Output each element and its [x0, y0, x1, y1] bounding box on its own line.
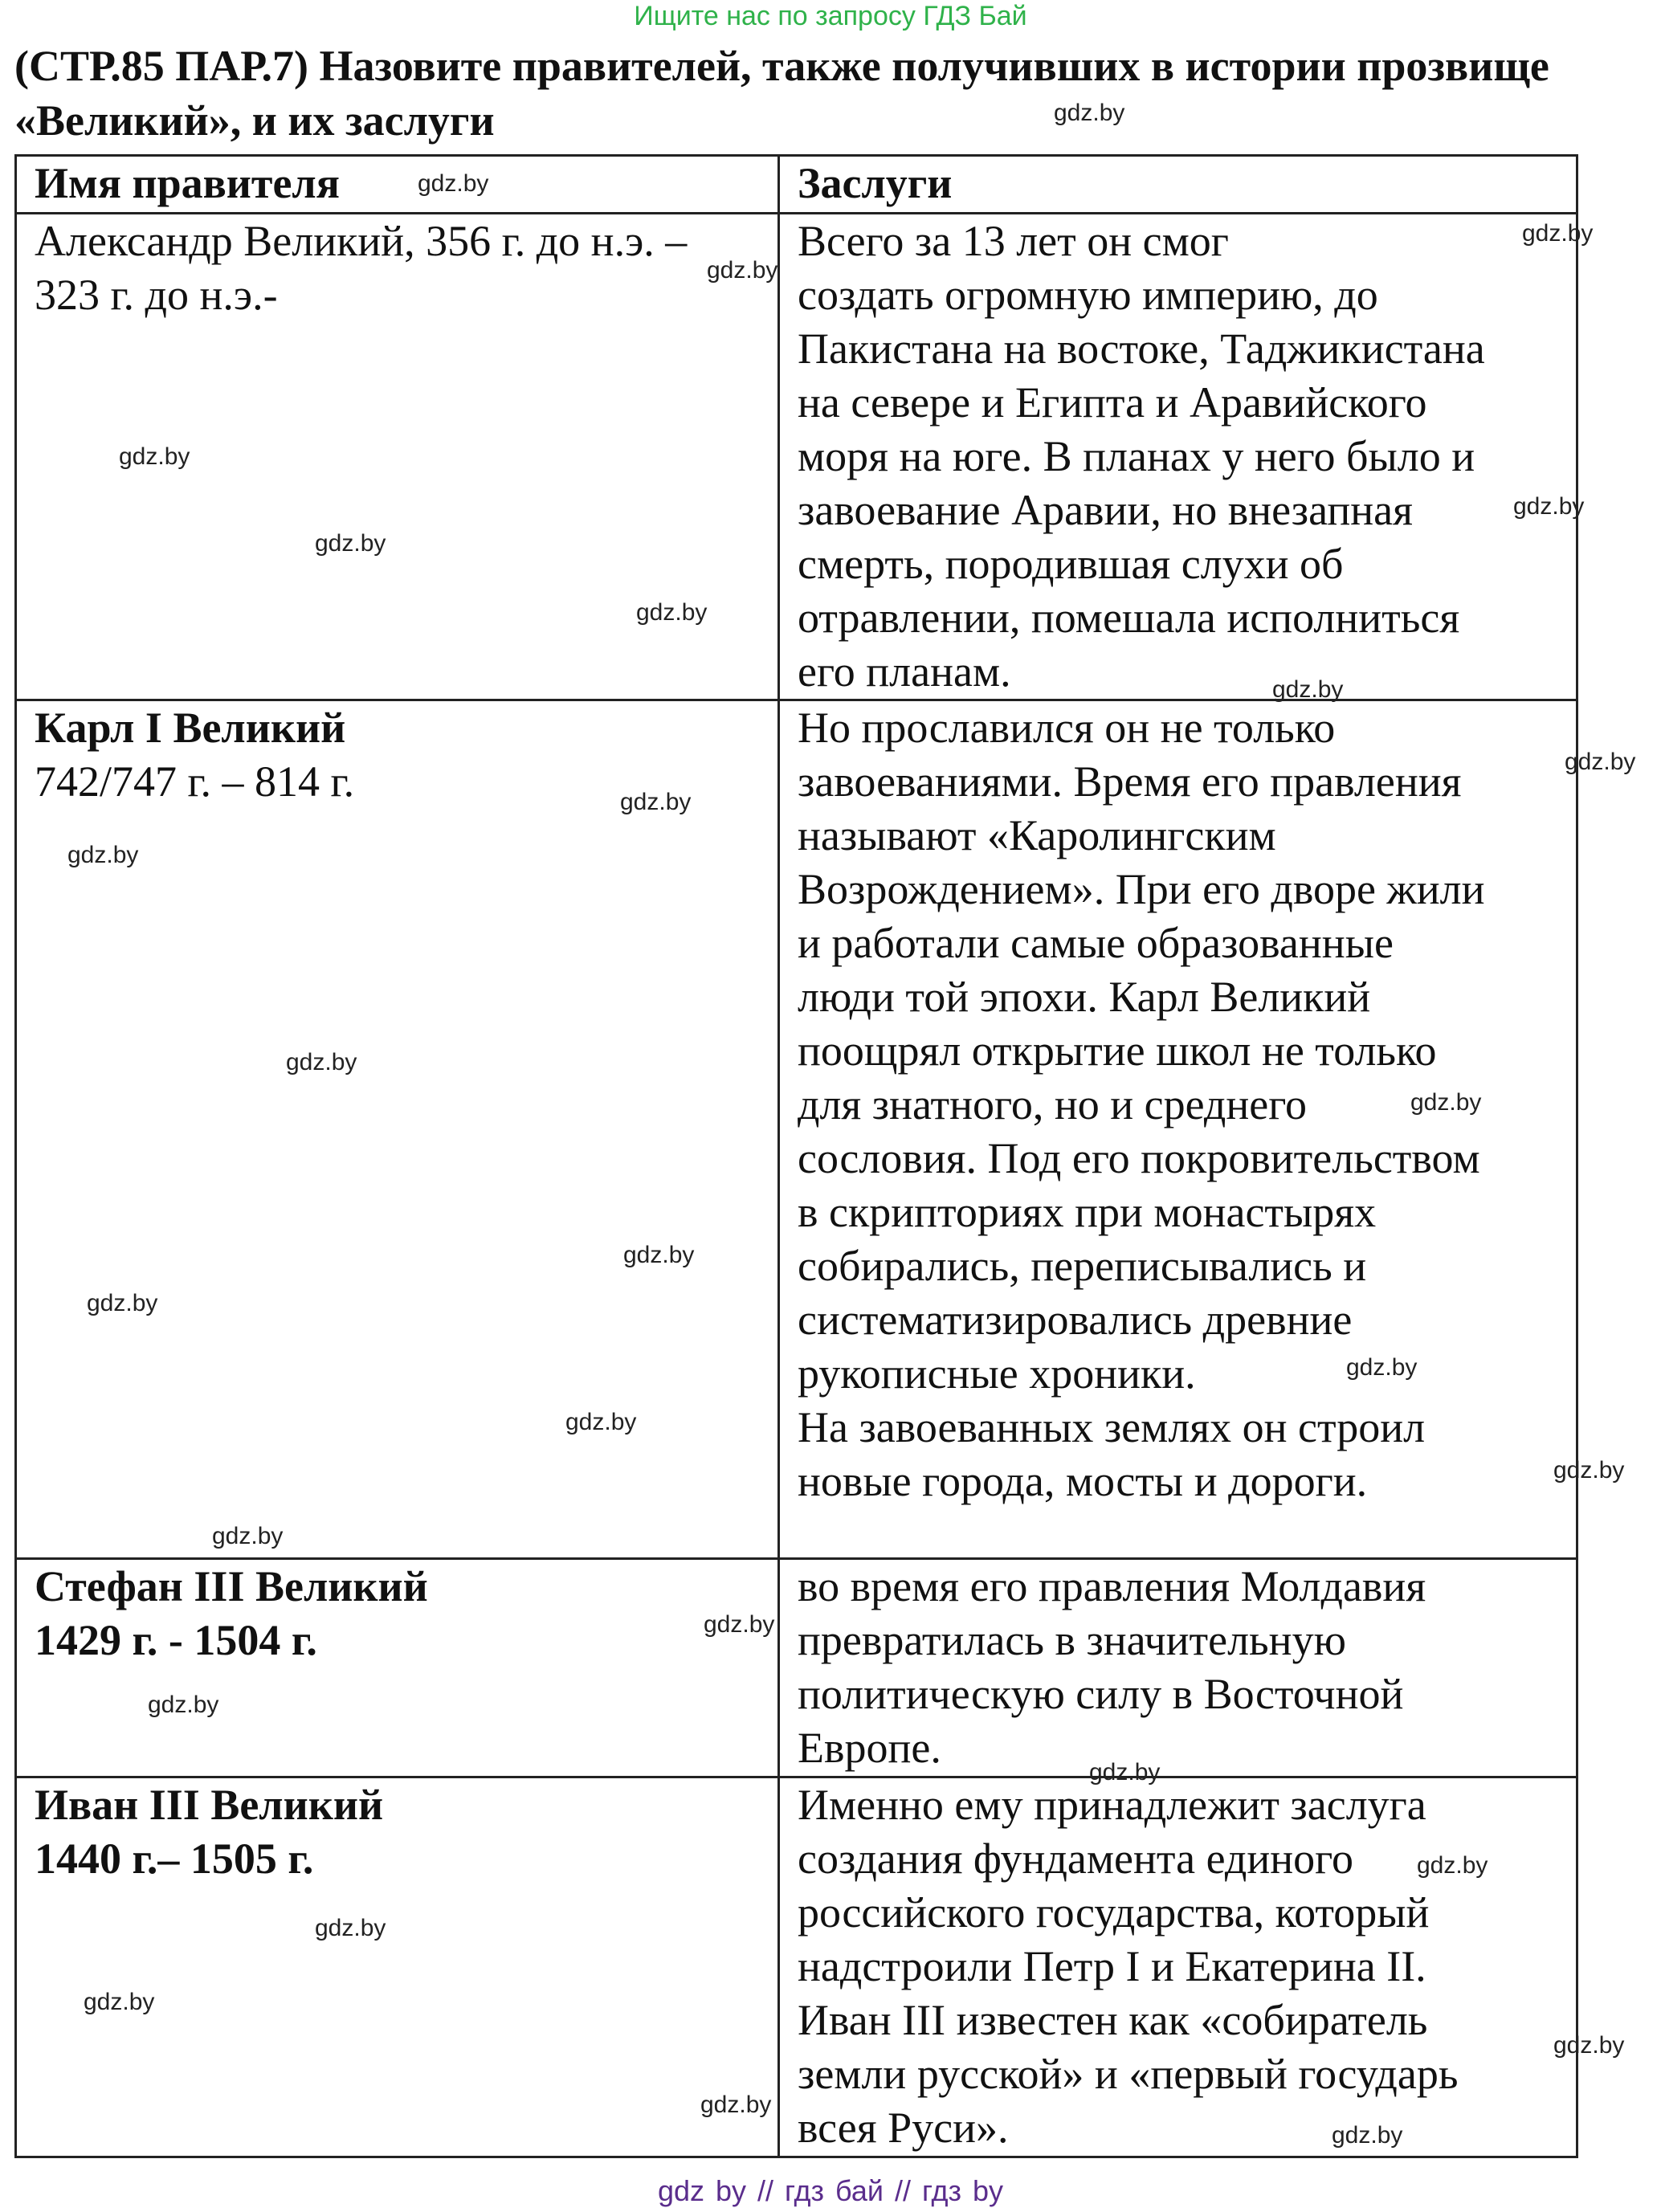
watermark: gdz.by: [87, 1290, 158, 1316]
watermark: gdz.by: [1522, 220, 1594, 247]
rulers-table: [14, 154, 1578, 2158]
ruler-merits-cell: [779, 214, 1577, 700]
watermark: gdz.by: [315, 530, 386, 557]
watermark: gdz.by: [1513, 493, 1585, 520]
ruler-merits: Именно ему принадлежит заслуга создания фундамента единого российского государства, который надстроили Петр I и Екатерина II. Иван III известен как «собиратель земли русской» и «первый государь всея Руси».: [798, 1781, 1459, 2152]
ruler-merits-cell: [779, 1777, 1577, 2157]
watermark: gdz.by: [212, 1523, 284, 1549]
ruler-name: Иван III Великий: [35, 1781, 384, 1829]
watermark: gdz.by: [148, 1692, 219, 1718]
search-hint-banner: Ищите нас по запросу ГДЗ Бай: [634, 1, 1027, 31]
table-row: [16, 1777, 1577, 2157]
watermark: gdz.by: [565, 1409, 637, 1435]
watermark: gdz.by: [1417, 1852, 1488, 1879]
header-merits: Заслуги: [779, 156, 1577, 214]
ruler-name: Карл I Великий: [35, 704, 346, 752]
watermark: gdz.by: [1346, 1354, 1418, 1381]
watermark: gdz.by: [1332, 2122, 1403, 2149]
table-row: [16, 1559, 1577, 1777]
watermark: gdz.by: [418, 170, 489, 197]
ruler-dates: 1429 г. - 1504 г.: [35, 1616, 317, 1664]
task-heading: (СТР.85 ПАР.7) Назовите правителей, также получивших в истории прозвище «Великий», и их заслуги: [14, 42, 1549, 145]
ruler-merits-cell: [779, 1559, 1577, 1777]
watermark: gdz.by: [636, 599, 708, 626]
table-row: [16, 214, 1577, 700]
watermark: gdz.by: [1272, 676, 1344, 703]
watermark: gdz.by: [1553, 1457, 1625, 1484]
watermark: gdz.by: [1565, 749, 1636, 775]
footer-links: gdz by // гдз бай // гдз by: [657, 2174, 1004, 2207]
ruler-dates: 742/747 г. – 814 г.: [35, 757, 355, 806]
header-ruler-name: Имя правителя: [16, 156, 779, 214]
ruler-name: Стефан III Великий: [35, 1562, 428, 1610]
ruler-name: Александр Великий, 356 г. до н.э. – 323 г. до н.э.-: [35, 217, 688, 319]
watermark: gdz.by: [707, 257, 778, 284]
watermark: gdz.by: [1089, 1759, 1161, 1786]
watermark: gdz.by: [1054, 100, 1125, 126]
watermark: gdz.by: [119, 443, 190, 470]
ruler-merits: Всего за 13 лет он смог создать огромную империю, до Пакистана на востоке, Таджикистана на севере и Египта и Аравийского моря на юге. В планах у него было и завоевание Аравии, но внезапная смерть, породившая слухи об отравлении, помешала исполниться его планам.: [798, 217, 1485, 696]
watermark: gdz.by: [1553, 2032, 1625, 2059]
watermark: gdz.by: [286, 1049, 357, 1075]
ruler-name-cell: [16, 700, 779, 1559]
ruler-name-cell: [16, 1777, 779, 2157]
ruler-name-cell: [16, 1559, 779, 1777]
watermark: gdz.by: [620, 789, 692, 815]
watermark: gdz.by: [67, 842, 139, 868]
watermark: gdz.by: [84, 1989, 155, 2015]
table-row: [16, 700, 1577, 1559]
ruler-merits: Но прославился он не только завоеваниями. Время его правления называют «Каролингским Возрождением». При его дворе жили и работали самые образованные люди той эпохи. Карл Великий поощрял открытие школ не только для знатного, но и среднего сословия. Под его покровительством в скрипториях при монастырях собирались, переписывались и систематизировались древние рукописные хроники. На завоеванных землях он строил новые города, мосты и дороги.: [798, 704, 1485, 1505]
watermark: gdz.by: [623, 1242, 695, 1268]
watermark: gdz.by: [315, 1915, 386, 1941]
watermark: gdz.by: [1410, 1089, 1482, 1116]
ruler-dates: 1440 г.– 1505 г.: [35, 1834, 314, 1883]
watermark: gdz.by: [704, 1611, 775, 1638]
table-header-row: [16, 156, 1577, 214]
watermark: gdz.by: [700, 2092, 772, 2118]
ruler-merits: во время его правления Молдавия превратилась в значительную политическую силу в Восточной Европе.: [798, 1562, 1426, 1772]
ruler-merits-cell: [779, 700, 1577, 1559]
